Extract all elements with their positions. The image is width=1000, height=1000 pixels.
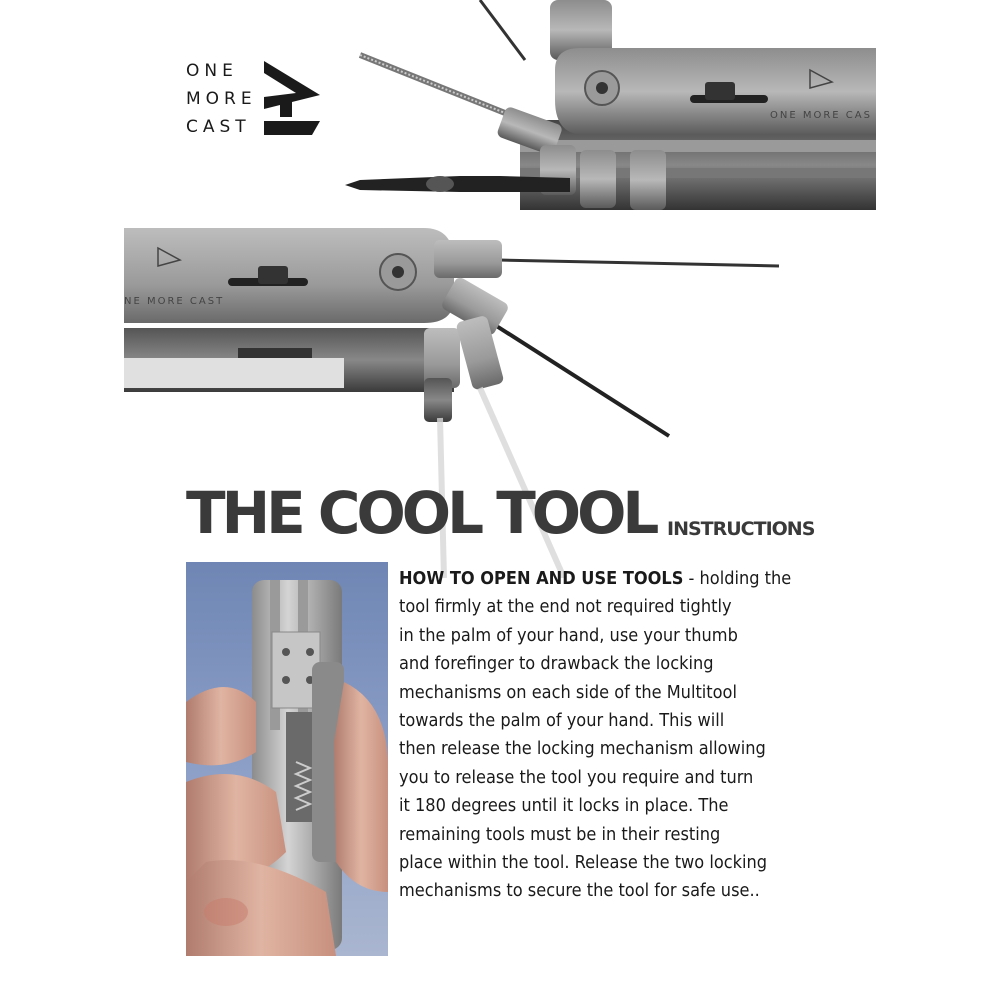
one-more-cast-logo-mark-icon bbox=[262, 59, 322, 135]
brand-name-line-2: MORE bbox=[186, 89, 257, 109]
instructions-line bbox=[399, 565, 819, 593]
instructions-line: mechanisms on each side of the Multitool bbox=[399, 681, 737, 703]
multitool-top-photo bbox=[340, 0, 876, 215]
brand-name-line-1: ONE bbox=[186, 61, 238, 81]
instructions-line: it 180 degrees until it locks in place. The bbox=[399, 795, 729, 817]
instructions-line: then release the locking mechanism allowing bbox=[399, 738, 766, 760]
instructions-line-text: - holding the bbox=[683, 568, 792, 589]
page-title: THE COOL TOOL bbox=[186, 479, 656, 547]
instructions-line: and forefinger to drawback the locking bbox=[399, 653, 714, 675]
brand-name bbox=[186, 57, 257, 141]
middle-tool-engraving: NE MORE CAST bbox=[124, 296, 225, 307]
page-subtitle: INSTRUCTIONS bbox=[667, 518, 815, 540]
brand-logo bbox=[186, 57, 326, 139]
instructions-body bbox=[399, 565, 819, 906]
instructions-line: remaining tools must be in their resting bbox=[399, 823, 721, 845]
instructions-line: in the palm of your hand, use your thumb bbox=[399, 624, 738, 646]
instructions-line: tool firmly at the end not required tightly bbox=[399, 596, 732, 618]
top-tool-engraving: ONE MORE CAS bbox=[770, 110, 872, 121]
hand-holding-multitool-photo bbox=[186, 562, 388, 956]
brand-name-line-3: CAST bbox=[186, 117, 251, 137]
instructions-line: place within the tool. Release the two locking bbox=[399, 852, 768, 874]
instructions-line: you to release the tool you require and turn bbox=[399, 766, 754, 788]
instructions-heading: HOW TO OPEN AND USE TOOLS bbox=[399, 568, 684, 589]
instructions-line: towards the palm of your hand. This will bbox=[399, 710, 725, 732]
instructions-line: mechanisms to secure the tool for safe use.. bbox=[399, 880, 760, 902]
